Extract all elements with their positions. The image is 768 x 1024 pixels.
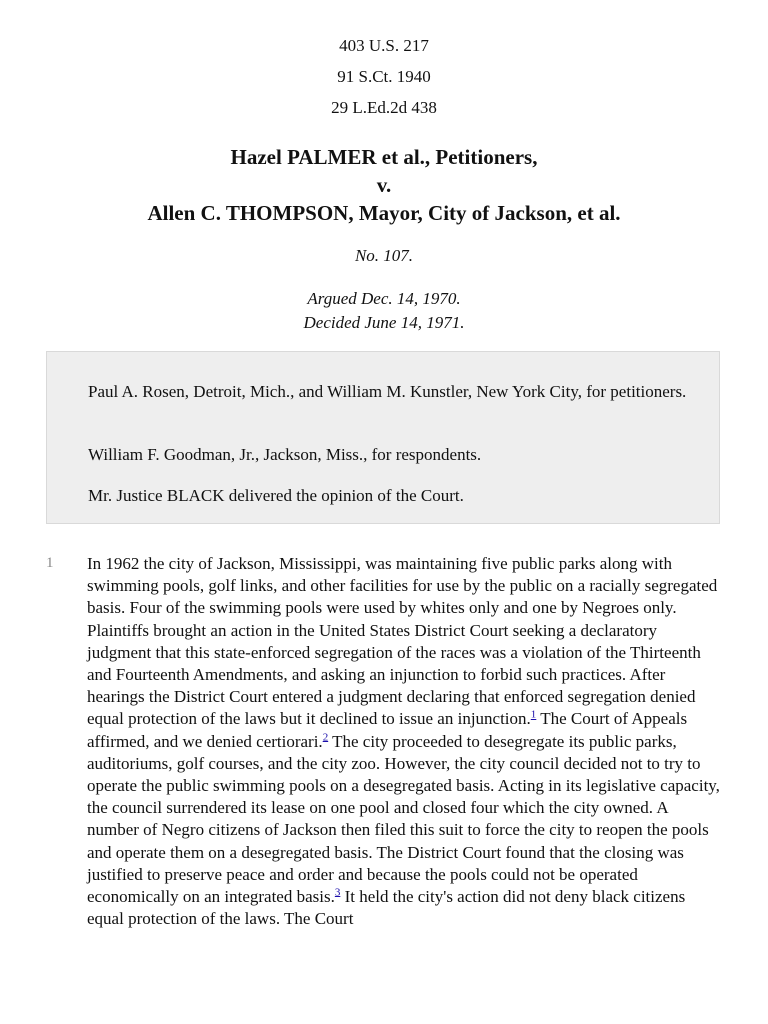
paragraph-number: 1 xyxy=(46,555,54,571)
caption-petitioners: Hazel PALMER et al., Petitioners, xyxy=(230,145,538,169)
caption-respondents: Allen C. THOMPSON, Mayor, City of Jackson, et al. xyxy=(147,201,621,225)
opinion-author: Mr. Justice BLACK delivered the opinion of the Court. xyxy=(88,486,464,505)
decided-date: Decided June 14, 1971. xyxy=(303,313,465,332)
citation-led: 29 L.Ed.2d 438 xyxy=(331,98,437,117)
paragraph-text-part-4: It held the city's action did not deny black citizens equal protection of the laws. The Court xyxy=(87,887,686,929)
citations xyxy=(0,34,768,127)
counsel-respondents: William F. Goodman, Jr., Jackson, Miss., for respondents. xyxy=(88,445,482,464)
footnote-link-1[interactable]: 1 xyxy=(530,708,537,721)
docket-number: No. 107. xyxy=(354,246,414,265)
counsel-petitioners: Paul A. Rosen, Detroit, Mich., and William M. Kunstler, New York City, for petitioners. xyxy=(88,382,687,401)
case-dates xyxy=(0,287,768,335)
paragraph-text-part-3: The city proceeded to desegregate its public parks, auditoriums, golf courses, and the city zoo. However, the city council decided not to try to operate the public swimming pools on a desegregated basis. Acting in its legislative capacity, the council surrendered its lease on one pool and closed four which the city owned. A number of Negro citizens of Jackson then filed this suit to force the city to reopen the pools and operate them on a desegregated basis. The District Court found that the closing was justified to preserve peace and order and because the pools could not be operated economically on an integrated basis. xyxy=(87,731,720,907)
citation-us: 403 U.S. 217 xyxy=(339,36,429,55)
paragraph-text-part-1: In 1962 the city of Jackson, Mississippi, was maintaining five public parks along with swimming pools, golf links, and other facilities for use by the public on a racially segregated basis. Four of the swimming pools were used by whites only and one by Negroes only. Plaintiffs brought an action in the United States District Court seeking a declaratory judgment that this state-enforced segregation of the races was a violation of the Thirteenth and Fourteenth Amendments, and asking an injunction to forbid such practices. After hearings the District Court entered a judgment declaring that enforced segregation denied equal protection of the laws but it declined to issue an injunction. xyxy=(87,554,718,729)
footnote-link-2[interactable]: 2 xyxy=(322,730,329,743)
footnote-link-3[interactable]: 3 xyxy=(334,886,341,899)
paragraph-text-part-2: The Court of Appeals affirmed, and we denied certiorari. xyxy=(87,709,688,751)
citation-sct: 91 S.Ct. 1940 xyxy=(337,67,431,86)
caption-versus: v. xyxy=(376,173,392,197)
counsel-box xyxy=(46,351,720,524)
argued-date: Argued Dec. 14, 1970. xyxy=(307,289,461,308)
paragraph-text xyxy=(87,553,722,930)
case-caption xyxy=(0,143,768,227)
